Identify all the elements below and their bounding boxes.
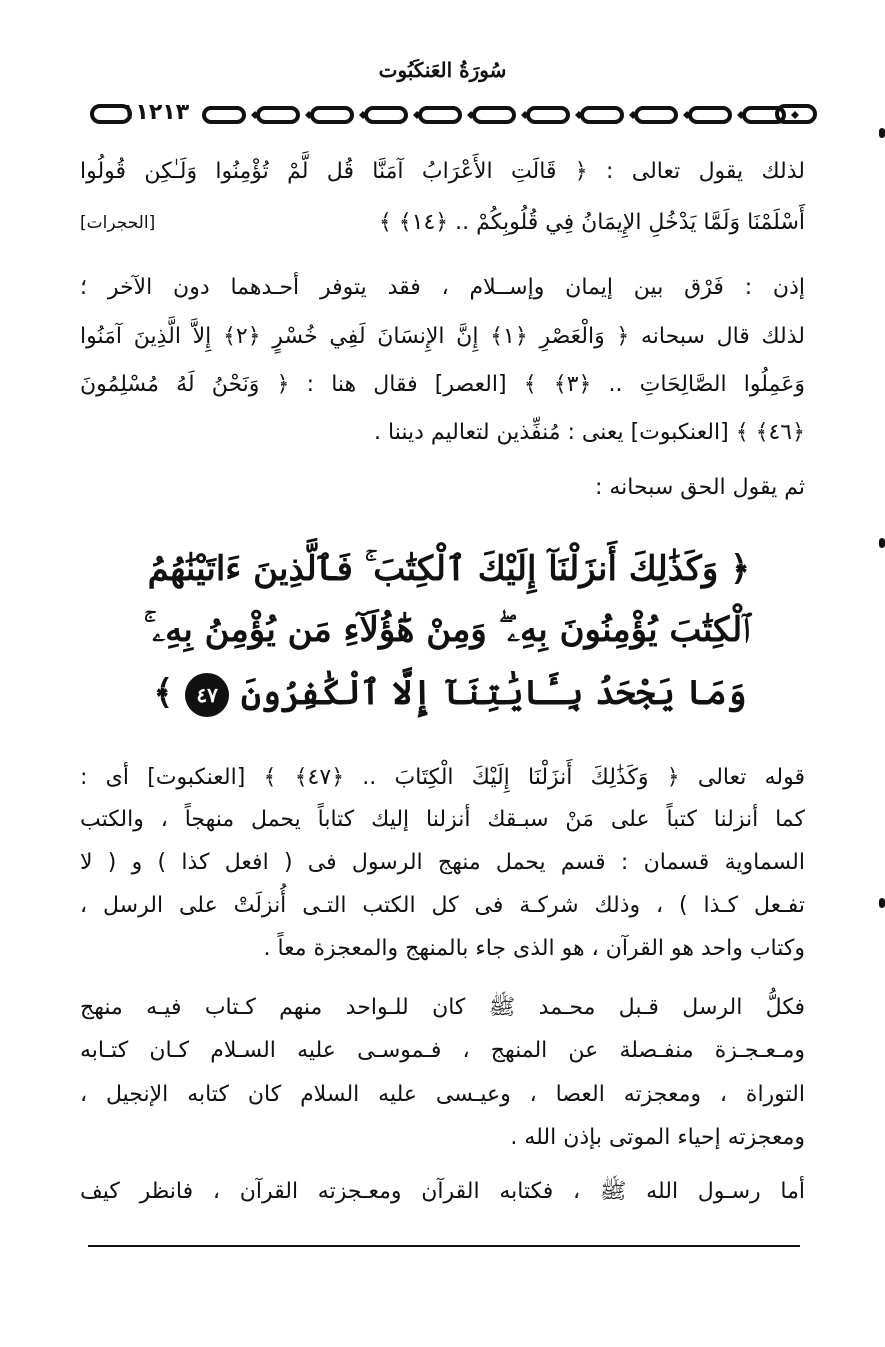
- page-edge-mark: [879, 538, 885, 548]
- text-line-2: [80, 203, 805, 243]
- text-line-11: تفـعل كـذا ) ، وذلك شركـة فى كل الكتب التـى أُنزلَتْ على الرسل ،: [80, 893, 805, 918]
- text-line-4: لذلك قال سبحانه ﴿ وَالْعَصْرِ ﴿١﴾ إِنَّ الإِنسَانَ لَفِي خُسْرٍ ﴿٢﴾ إِلاَّ الَّذِينَ آمَنُوا: [80, 324, 805, 349]
- text-line-3: إذن : فَرْق بين إيمان وإســلام ، فقد يتوفر أحـدهما دون الآخر ؛: [80, 275, 805, 300]
- text-line-1: لذلك يقول تعالى : ﴿ قَالَتِ الأَعْرَابُ آمَنَّا قُل لَّمْ تُؤْمِنُوا وَلَـٰكِن قُولُوا: [80, 159, 805, 184]
- text-line-8: قوله تعالى ﴿ وَكَذَٰلِكَ أَنزَلْنَا إِلَيْكَ الْكِتَابَ .. ﴿٤٧﴾ ﴾ [العنكبوت] أى :: [80, 765, 805, 790]
- text-line-14: ومـعـجـزة منفـصلة عن المنهج ، فـموسـى عليه السـلام كـان كتـابه: [80, 1038, 805, 1063]
- page-edge-mark: [879, 898, 885, 908]
- verse-text: وَمَا يَجْحَدُ بِـَٔايَٰتِنَآ إِلَّا ٱلْكَٰفِرُونَ: [241, 673, 747, 713]
- quran-verse-line-2: ٱلْكِتَٰبَ يُؤْمِنُونَ بِهِۦ ۖ وَمِنْ هَٰٓؤُلَآءِ مَن يُؤْمِنُ بِهِۦ ۚ: [143, 610, 750, 650]
- verse-end-bracket: ﴾: [153, 673, 174, 713]
- text-line-15: التوراة ، ومعجزته العصا ، وعيـسى عليه السلام كان كتابه الإنجيل ،: [80, 1082, 805, 1107]
- surah-title: سُورَةُ العَنكَبُوت: [378, 58, 507, 82]
- footer-rule: [88, 1245, 800, 1247]
- text-line-17: أما رسـول الله ﷺ ، فكتابه القرآن ومعـجزته القرآن ، فانظر كيف: [80, 1179, 805, 1204]
- text-line-5: وَعَمِلُوا الصَّالِحَاتِ .. ﴿٣﴾ ﴾ [العصر] فقال هنا : ﴿ وَنَحْنُ لَهُ مُسْلِمُونَ: [80, 372, 805, 397]
- surah-reference: [الحجرات]: [80, 213, 156, 233]
- text-line-6: ﴿٤٦﴾ ﴾ [العنكبوت] يعنى : مُنفِّذين لتعاليم ديننا .: [374, 420, 805, 445]
- text-line-13: فكلُّ الرسل قـبل محـمد ﷺ كان للـواحد منهم كـتاب فيـه منهج: [80, 995, 805, 1020]
- text-line-10: السماوية قسمان : قسم يحمل منهج الرسول فى ( افعل كذا ) و ( لا: [80, 850, 805, 875]
- page-number: ١١٢١٣: [122, 100, 190, 125]
- text-line-7: ثم يقول الحق سبحانه :: [594, 475, 805, 500]
- text-line-9: كما أنزلنا كتباً على مَنْ سبـقك أنزلنا إليك كتاباً يحمل منهجاً ، والكتب: [80, 807, 805, 832]
- ornament-cap-right: [775, 104, 817, 124]
- text-line-16: ومعجزته إحياء الموتى بإذن الله .: [510, 1125, 805, 1150]
- verse-citation-text: أَسْلَمْنَا وَلَمَّا يَدْخُلِ الإِيمَانُ فِي قُلُوبِكُمْ .. ﴿١٤﴾ ﴾: [378, 210, 805, 235]
- ornamental-border: [200, 104, 815, 126]
- quran-verse-line-3: [150, 672, 750, 717]
- verse-number-badge: ٤٧: [185, 673, 229, 717]
- text-line-12: وكتاب واحد هو القرآن ، هو الذى جاء بالمنهج والمعجزة معاً .: [263, 936, 805, 961]
- quran-verse-line-1: ﴿ وَكَذَٰلِكَ أَنزَلْنَآ إِلَيْكَ ٱلْكِتَٰبَ ۚ فَٱلَّذِينَ ءَاتَيْنَٰهُمُ: [147, 549, 750, 589]
- page-edge-mark: [879, 128, 885, 138]
